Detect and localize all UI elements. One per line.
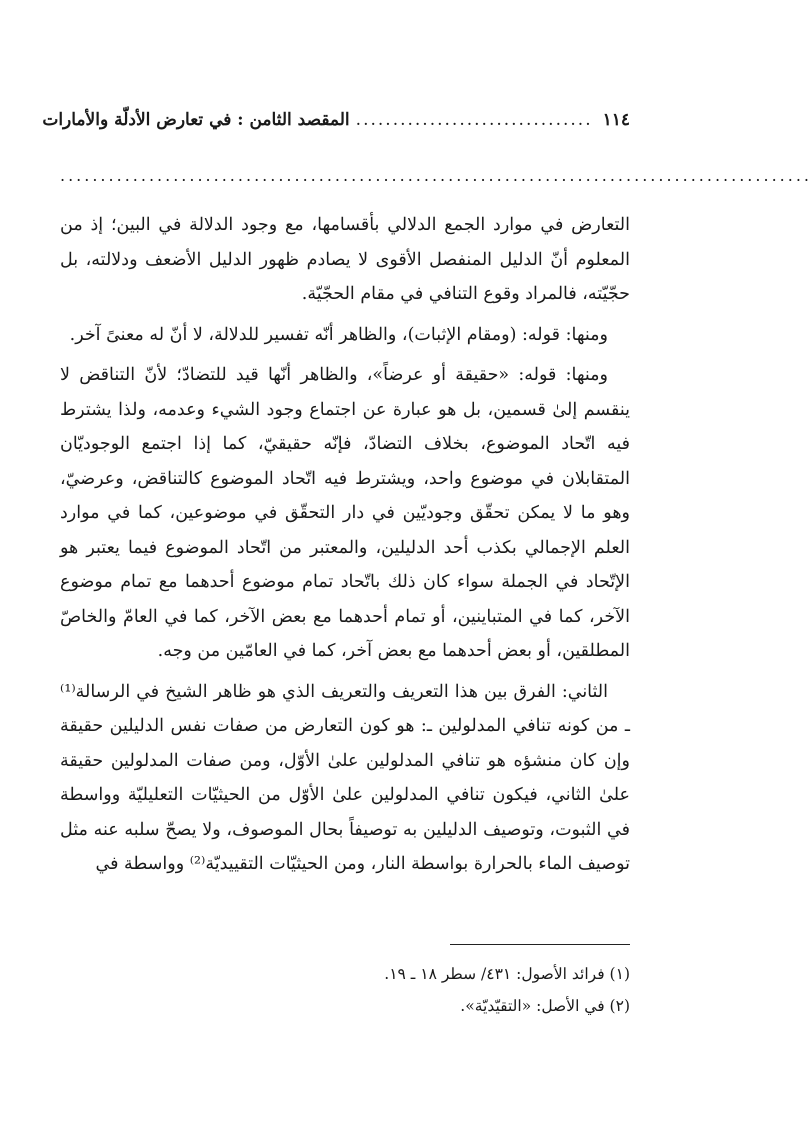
footnote-1: (١) فرائد الأصول: ٤٣١/ سطر ١٨ ـ ١٩.: [384, 965, 630, 983]
footnotes: [60, 958, 630, 1022]
running-header: [42, 100, 630, 140]
paragraph: ومنها: قوله: «حقيقة أو عرضاً»، والظاهر أنّها قيد للتضادّ؛ لأنّ التناقض لا ينقسم إلىٰ قسمين، بل هو عبارة عن اجتماع وجود الشيء وعدمه، ولذا يشترط فيه اتّحاد الموضوع، بخلاف التضادّ، فإنّه حقيقيّ، كما إذا اجتمع الوجوديّان المتقابلان في موضوع واحد، ويشترط فيه اتّحاد الموضوع كالتناقض، وعرضيّ، وهو ما لا يمكن تحقّق وجوديّين في دار التحقّق في موضوعين، كما في موارد العلم الإجمالي بكذب أحد الدليلين، والمعتبر من اتّحاد الموضوع فيما يعتبر هو الإتّحاد في الجملة سواء كان ذلك باتّحاد تمام موضوع أحدهما مع تمام موضوع الآخر، كما في المتباينين، أو تمام أحدهما مع بعض الآخر، كما في العامّ والخاصّ المطلقين، أو بعض أحدهما مع بعض آخر، كما في العامّين من وجه.: [60, 365, 630, 661]
main-text: [60, 208, 630, 882]
running-title: المقصد الثامن : في تعارض الأدلّة والأمارات: [42, 110, 350, 130]
header-dot-leader: ................................: [355, 110, 593, 130]
paragraph: الثاني: الفرق بين هذا التعريف والتعريف الذي هو ظاهر الشيخ في الرسالة⁽¹⁾ ـ من كونه تنافي المدلولين ـ: هو كون التعارض من صفات نفس الدليلين حقيقة وإن كان منشؤه هو تنافي المدلولين علىٰ الأوّل، ومن صفات المدلولين حقيقة علىٰ الثاني، فيكون تنافي المدلولين علىٰ الأوّل من الحيثيّات التعليليّة وواسطة في الثبوت، وتوصيف الدليلين به توصيفاً بحال الموصوف، ولا يصحّ سلبه عنه مثل توصيف الماء بالحرارة بواسطة النار، ومن الحيثيّات التقييديّة⁽²⁾ وواسطة في: [60, 681, 630, 874]
paragraph: ومنها: قوله: (ومقام الإثبات)، والظاهر أنّه تفسير للدلالة، لا أنّ له معنىً آخر.: [69, 324, 608, 345]
page-number: ١١٤: [602, 110, 630, 130]
footnote-separator: [450, 944, 630, 945]
dotted-separator: .............................................................................................: [60, 166, 812, 185]
footnote-2: (٢) في الأصل: «التقيّديّة».: [460, 997, 630, 1015]
paragraph: التعارض في موارد الجمع الدلالي بأقسامها، مع وجود الدلالة في البين؛ إذ من المعلوم أنّ الدليل المنفصل الأقوى لا يصادم ظهور الدليل الأضعف ودلالته، بل حجّيّته، فالمراد وقوع التنافي في مقام الحجّيّة.: [60, 215, 630, 304]
